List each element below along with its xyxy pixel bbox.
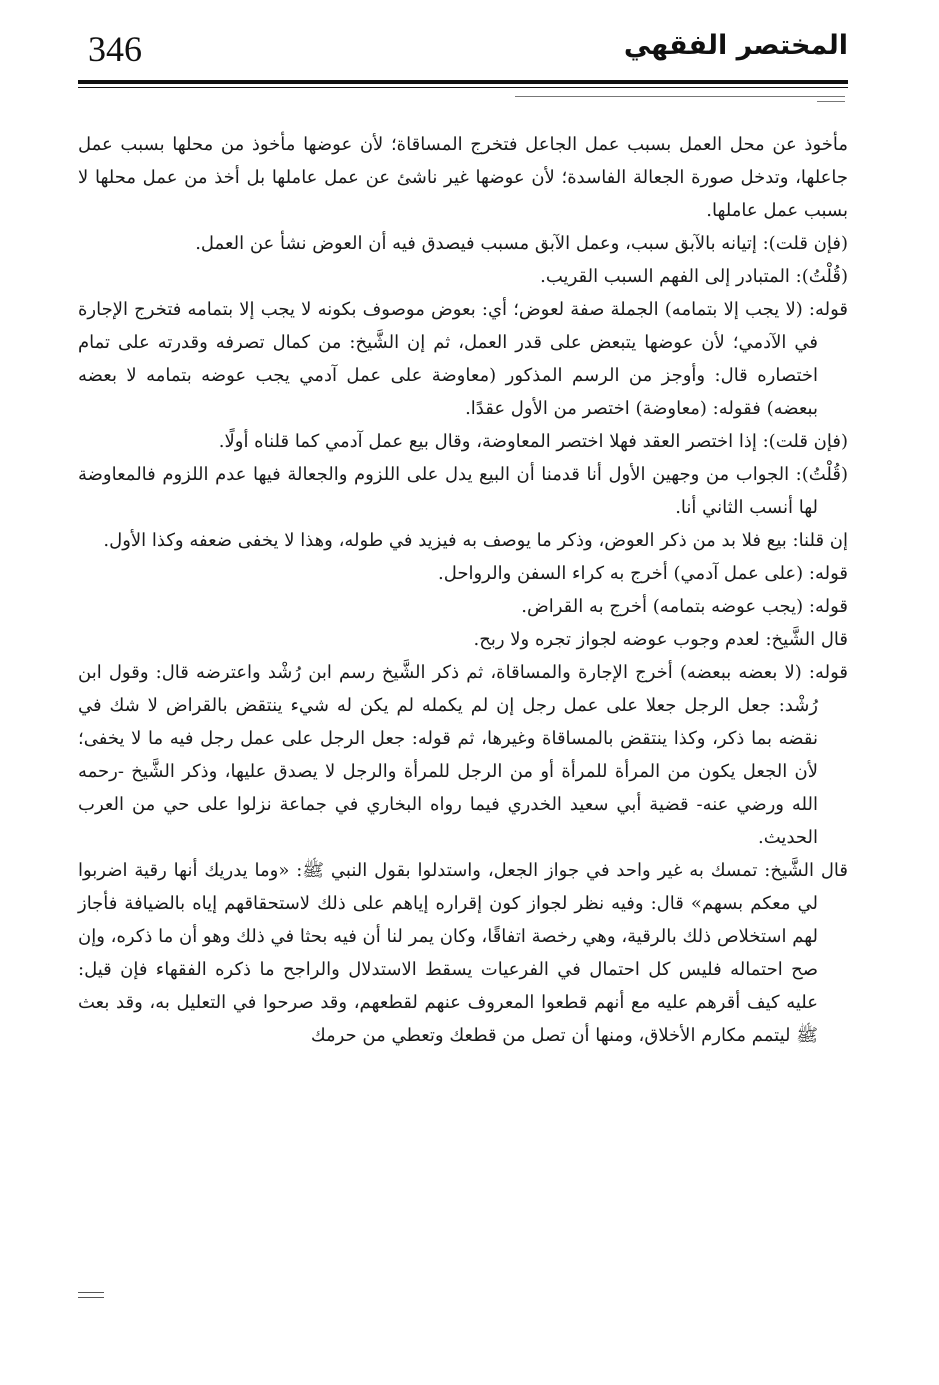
book-title: المختصر الفقهي [623,30,848,61]
page-number: 346 [88,29,142,69]
header-rule-tiny [817,101,845,102]
paragraph: (قُلْتُ): الجواب من وجهين الأول أنا قدمنا أن البيع يدل على اللزوم والجعالة فيها عدم اللزوم فالمعاوضة لها أنسب الثاني أنا. [78,464,848,518]
header-rule-short [515,96,845,97]
header-rule-thin [78,87,848,88]
paragraph: مأخوذ عن محل العمل بسبب عمل الجاعل فتخرج المساقاة؛ لأن عوضها مأخوذ من محلها بسبب عمل جاعلها، وتدخل صورة الجعالة الفاسدة؛ لأن عوضها غير ناشئ عن عمل عاملها بل أخذ من عمل محلها لا بسبب عمل عاملها. [78,134,849,221]
paragraph: (فإن قلت): إتيانه بالآبق سبب، وعمل الآبق مسبب فيصدق فيه أن العوض نشأ عن العمل. [195,233,848,254]
page-body [78,128,848,1052]
paragraph: (فإن قلت): إذا اختصر العقد فهلا اختصر المعاوضة، وقال بيع عمل آدمي كما قلناه أولًا. [218,431,848,452]
paragraph: قوله: (لا يجب إلا بتمامه) الجملة صفة لعوض؛ أي: بعوض موصوف بكونه لا يجب إلا بتمامه فتخرج الإجارة في الآدمي؛ لأن عوضها يتبعض على قدر العمل، ثم إن الشَّيخ: من كمال تصرفه وقدرته على تمام اختصاره قال: وأوجز من الرسم المذكور (معاوضة على عمل آدمي يجب عوضه بتمامه لا بعضه ببعضه) فقوله: (معاوضة) اختصر من الأول عقدًا. [78,299,848,419]
paragraph: قال الشَّيخ: لعدم وجوب عوضه لجواز تجره ولا ربح. [473,629,848,650]
paragraph: إن قلنا: بيع فلا بد من ذكر العوض، وذكر ما يوصف به فيزيد في طوله، وهذا لا يخفى ضعفه وكذا الأول. [103,530,848,551]
header-rule-thick [78,80,848,84]
paragraph: قوله: (لا بعضه ببعضه) أخرج الإجارة والمساقاة، ثم ذكر الشَّيخ رسم ابن رُشْد واعترضه قال: وقول ابن رُشْد: جعل الرجل جعلا على عمل رجل إن لم يكمله لم يكن له شيء ينتقض بالقراض لا شك في نقضه بما ذكر، وكذا ينتقض بالمساقاة وغيرها، ثم قوله: جعل الرجل على عمل رجل فيه ما لا يخفى؛ لأن الجعل يكون من المرأة للمرأة أو من الرجل للمرأة والرجل لا يصدق عليها، وذكر الشَّيخ -رحمه الله ورضي عنه- قضية أبي سعيد الخدري فيما رواه البخاري في جماعة نزلوا على حي من العرب الحديث. [78,662,848,848]
page-header [78,28,848,78]
paragraph: قال الشَّيخ: تمسك به غير واحد في جواز الجعل، واستدلوا بقول النبي ﷺ: «وما يدريك أنها رقية اضربوا لي معكم بسهم» قال: وفيه نظر لجواز كون إقراره إياهم على ذلك لاستحقاقهم إياه بالضيافة فأجاز لهم استخلاص ذلك بالرقية، وهي رخصة اتفاقًا، وكان يمر لنا أن فيه بحثا في ذلك وهو أن ما ذكره، وإن صح احتماله فليس كل احتمال في الفرعيات يسقط الاستدلال والراجح ما ذكره الفقهاء فإن قيل: عليه كيف أقرهم عليه مع أنهم قطعوا المعروف عنهم لقطعهم، وقد صرحوا في التعليل به، وقد بعث ﷺ ليتمم مكارم الأخلاق، ومنها أن تصل من قطعك وتعطي من حرمك [78,860,848,1046]
paragraph: قوله: (على عمل آدمي) أخرج به كراء السفن والرواحل. [437,563,848,584]
continuation-mark [78,1292,104,1298]
paragraph: قوله: (يجب عوضه بتمامه) أخرج به القراض. [521,596,848,617]
paragraph: (قُلْتُ): المتبادر إلى الفهم السبب القريب. [540,266,848,287]
